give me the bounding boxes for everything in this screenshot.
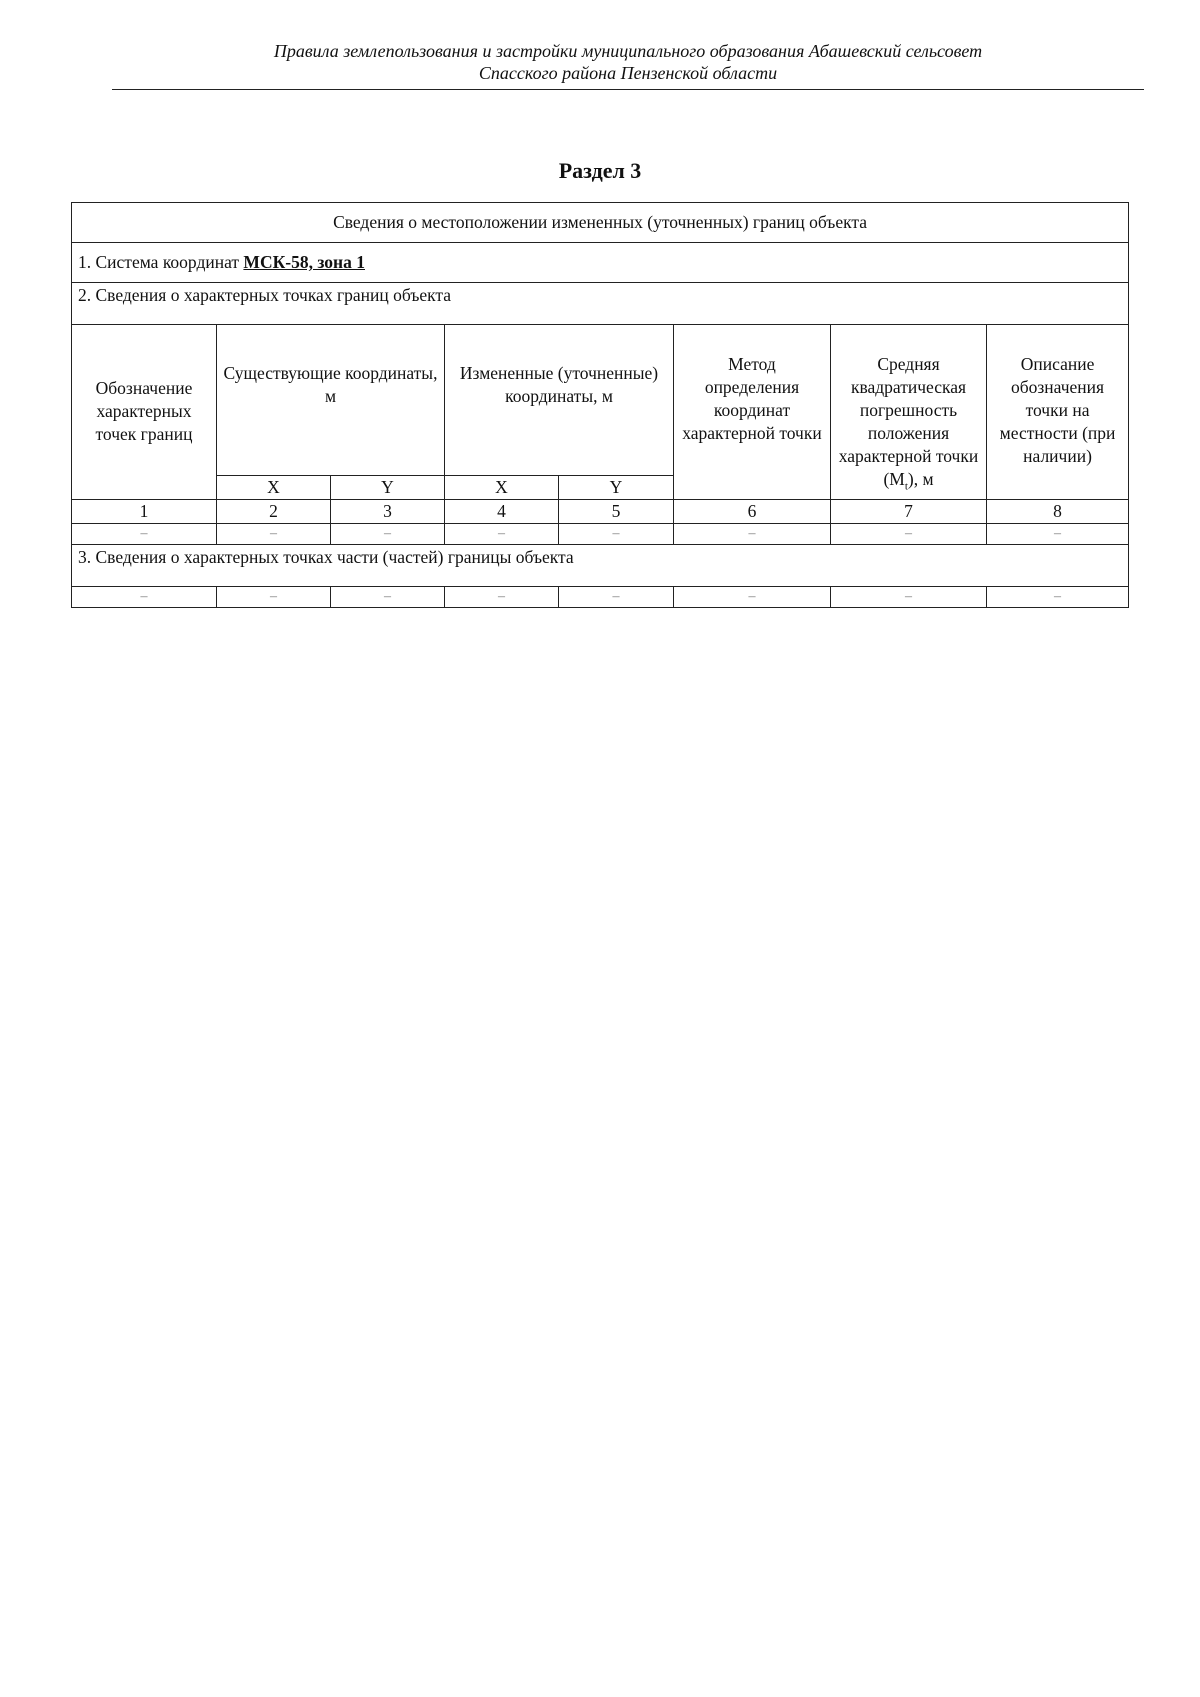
empty-cell: – — [559, 586, 674, 607]
empty-cell: – — [72, 586, 217, 607]
table-row — [72, 586, 1129, 607]
empty-cell: – — [331, 523, 445, 544]
column-number: 6 — [674, 499, 831, 523]
coord-system-row — [72, 243, 1129, 283]
section-title: Раздел 3 — [558, 158, 642, 183]
header-line-1: Правила землепользования и застройки муниципального образования Абашевский сельсовет — [273, 41, 983, 61]
boundary-table — [71, 202, 1129, 608]
section-3-heading: 3. Сведения о характерных точках части (частей) границы объекта — [72, 544, 1129, 586]
subheader-x-changed: X — [445, 475, 559, 499]
coord-system-label: 1. Система координат — [78, 252, 244, 272]
col-header-description: Описание обозначения точки на местности (при наличии) — [987, 325, 1129, 500]
col-header-existing-coords: Существующие координаты, м — [217, 325, 445, 476]
section-2-heading: 2. Сведения о характерных точках границ объекта — [72, 283, 1129, 325]
column-number: 3 — [331, 499, 445, 523]
column-number: 7 — [831, 499, 987, 523]
empty-cell: – — [987, 586, 1129, 607]
coord-system-value: МСК-58, зона 1 — [243, 252, 365, 272]
col-header-method: Метод определения координат характерной точки — [674, 325, 831, 500]
column-numbers-row — [72, 499, 1129, 523]
empty-cell: – — [674, 586, 831, 607]
empty-cell: – — [831, 586, 987, 607]
mean-error-subscript: t — [904, 480, 908, 493]
column-number: 2 — [217, 499, 331, 523]
subheader-y-changed: Y — [559, 475, 674, 499]
table-row — [72, 523, 1129, 544]
empty-cell: – — [72, 523, 217, 544]
empty-cell: – — [559, 523, 674, 544]
document-header — [112, 40, 1144, 84]
column-number: 1 — [72, 499, 217, 523]
col-header-point-designation: Обозначение характерных точек границ — [72, 325, 217, 500]
mean-error-text: Средняя квадратическая погрешность положения характерной точки (M — [838, 354, 979, 489]
header-rule — [112, 89, 1144, 90]
col-header-changed-coords: Измененные (уточненные) координаты, м — [445, 325, 674, 476]
column-number: 5 — [559, 499, 674, 523]
header-line-2: Спасского района Пензенской области — [478, 63, 778, 83]
mean-error-unit: ), м — [907, 469, 934, 489]
subheader-x-existing: X — [217, 475, 331, 499]
empty-cell: – — [674, 523, 831, 544]
empty-cell: – — [217, 586, 331, 607]
empty-cell: – — [987, 523, 1129, 544]
col-header-mean-error — [831, 325, 987, 500]
empty-cell: – — [331, 586, 445, 607]
subheader-y-existing: Y — [331, 475, 445, 499]
empty-cell: – — [445, 586, 559, 607]
empty-cell: – — [445, 523, 559, 544]
empty-cell: – — [217, 523, 331, 544]
column-number: 4 — [445, 499, 559, 523]
empty-cell: – — [831, 523, 987, 544]
column-number: 8 — [987, 499, 1129, 523]
table-caption: Сведения о местоположении измененных (уточненных) границ объекта — [72, 203, 1129, 243]
